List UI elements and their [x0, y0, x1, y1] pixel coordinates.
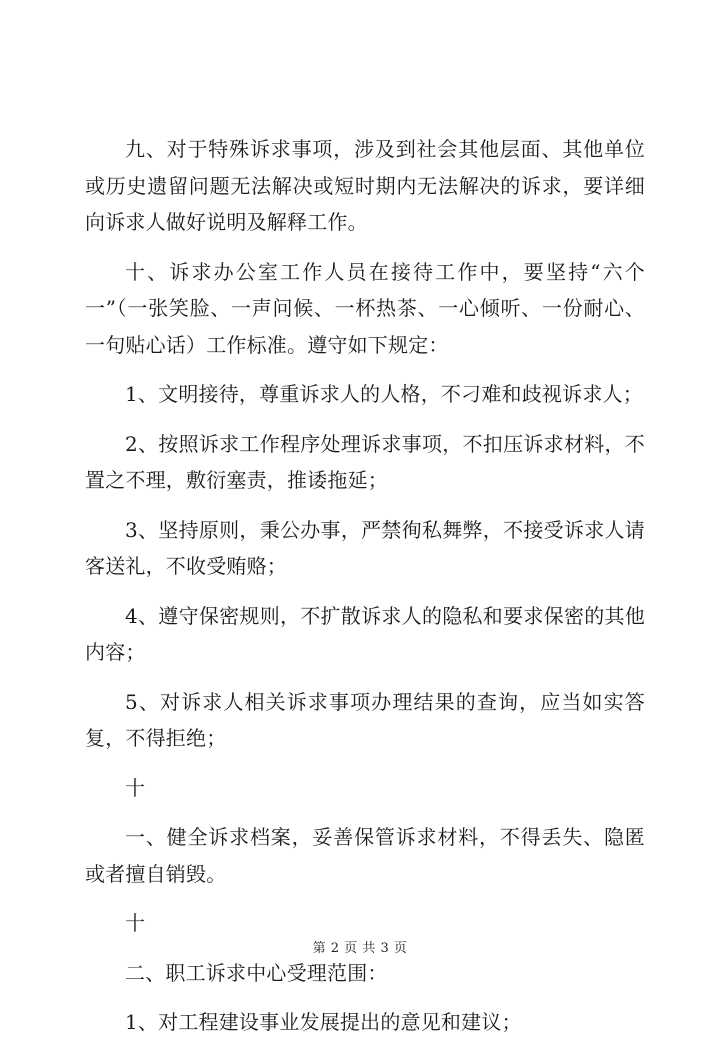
rule-item-4: 4、遵守保密规则，不扩散诉求人的隐私和要求保密的其他内容； — [85, 603, 645, 664]
paragraph-item-10: 十、诉求办公室工作人员在接待工作中，要坚持“六个一”（一张笑脸、一声问候、一杯热茶、一心倾听、一份耐心、一句贴心话）工作标准。遵守如下规定： — [85, 259, 645, 357]
document-body — [85, 131, 645, 1054]
rule-item-2: 2、按照诉求工作程序处理诉求事项，不扣压诉求材料，不置之不理，敷衍塞责，推诿拖延； — [85, 431, 645, 492]
paragraph-number-12: 十 — [125, 911, 146, 935]
rule-item-1: 1、文明接待，尊重诉求人的人格，不刁难和歧视诉求人； — [125, 382, 643, 406]
page-footer: 第 2 页 共 3 页 — [312, 941, 408, 956]
paragraph-item-11: 一、健全诉求档案，妥善保管诉求材料，不得丢失、隐匿或者擅自销毁。 — [85, 825, 645, 886]
rule-item-3: 3、坚持原则，秉公办事，严禁徇私舞弊，不接受诉求人请客送礼，不收受贿赂； — [85, 517, 645, 578]
scope-item-1: 1、对工程建设事业发展提出的意见和建议； — [125, 1010, 522, 1034]
rule-item-5: 5、对诉求人相关诉求事项办理结果的查询，应当如实答复，不得拒绝； — [85, 689, 645, 750]
paragraph-item-9: 九、对于特殊诉求事项，涉及到社会其他层面、其他单位或历史遗留问题无法解决或短时期内无法解决的诉求，要详细向诉求人做好说明及解释工作。 — [85, 137, 645, 234]
paragraph-item-12: 二、职工诉求中心受理范围： — [125, 960, 388, 985]
paragraph-number-11: 十 — [125, 775, 146, 800]
